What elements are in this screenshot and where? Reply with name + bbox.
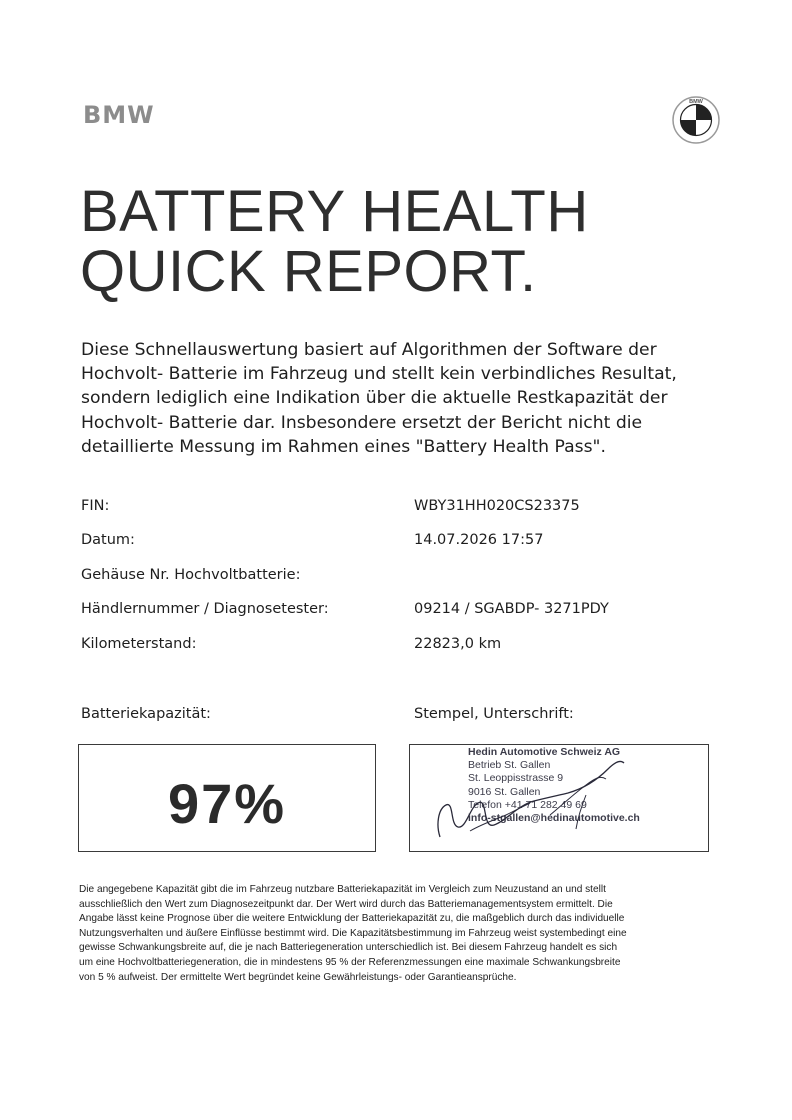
stamp-branch: Betrieb St. Gallen bbox=[468, 759, 551, 772]
disclaimer-line: Die angegebene Kapazität gibt die im Fahrzeug nutzbare Batteriekapazität im Vergleich zum Neuzustand an und stellt bbox=[79, 884, 606, 895]
disclaimer-line: ausschließlich den Wert zum Diagnosezeitpunkt dar. Der Wert wird durch das Batteriemanagementsystem ermittelt. Die bbox=[79, 898, 613, 910]
stamp-street: St. Leoppisstrasse 9 bbox=[468, 772, 564, 785]
date-label: Datum: bbox=[81, 532, 135, 548]
stamp-box bbox=[409, 744, 709, 852]
bmw-roundel-logo bbox=[672, 96, 720, 144]
title-line-2: QUICK REPORT. bbox=[80, 239, 537, 304]
stamp-email: info-stgallen@hedinautomotive.ch bbox=[468, 812, 640, 825]
date-value: 14.07.2026 17:57 bbox=[414, 532, 544, 548]
report-title bbox=[80, 179, 720, 304]
intro-paragraph bbox=[81, 338, 701, 459]
dealer-number-value: 09214 / SGABDP- 3271PDY bbox=[414, 601, 609, 617]
brand-wordmark: BMW bbox=[83, 101, 155, 129]
fin-label: FIN: bbox=[81, 498, 110, 514]
dealer-number-label: Händlernummer / Diagnosetester: bbox=[81, 601, 329, 617]
mileage-value: 22823,0 km bbox=[414, 636, 502, 652]
dealer-stamp bbox=[468, 746, 640, 825]
capacity-box bbox=[78, 744, 376, 852]
stamp-phone: Telefon +41 71 282 49 69 bbox=[468, 798, 587, 811]
capacity-label: Batteriekapazität: bbox=[81, 706, 211, 722]
disclaimer-line: Angabe lässt keine Prognose über die weitere Entwicklung der Batteriekapazität zu, die maßgeblich durch das individuelle bbox=[79, 913, 625, 925]
disclaimer-line: von 5 % aufweist. Der ermittelte Wert begründet keine Gewährleistungs- oder Garantieansprüche. bbox=[79, 971, 517, 983]
mileage-label: Kilometerstand: bbox=[81, 636, 197, 652]
disclaimer-line: Nutzungsverhalten und äußere Einflüsse bestimmt wird. Die Kapazitätsbestimmung im Fahrzeug weist systembedingt eine bbox=[79, 927, 627, 939]
intro-line: detaillierte Messung im Rahmen eines "Battery Health Pass". bbox=[81, 436, 606, 457]
fin-value: WBY31HH020CS23375 bbox=[414, 498, 580, 514]
disclaimer-text bbox=[79, 883, 711, 985]
svg-text:BMW: BMW bbox=[689, 99, 703, 106]
title-line-1: BATTERY HEALTH bbox=[80, 179, 589, 244]
intro-line: Diese Schnellauswertung basiert auf Algorithmen der Software der bbox=[81, 340, 657, 360]
stamp-company: Hedin Automotive Schweiz AG bbox=[468, 746, 621, 758]
intro-line: Hochvolt- Batterie im Fahrzeug und stellt kein verbindliches Resultat, bbox=[81, 364, 677, 385]
stamp-city: 9016 St. Gallen bbox=[468, 785, 541, 798]
battery-housing-label: Gehäuse Nr. Hochvoltbatterie: bbox=[81, 567, 301, 583]
capacity-value: 97% bbox=[167, 772, 287, 835]
disclaimer-line: gewisse Schwankungsbreite auf, die je nach Batteriegeneration unterschiedlich ist. Bei diesem Fahrzeug handelt es sich bbox=[79, 942, 618, 954]
intro-line: Hochvolt- Batterie dar. Insbesondere ersetzt der Bericht nicht die bbox=[81, 412, 643, 433]
stamp-label: Stempel, Unterschrift: bbox=[414, 706, 574, 722]
intro-line: sondern lediglich eine Indikation über die aktuelle Restkapazität der bbox=[81, 388, 668, 409]
disclaimer-line: um eine Hochvoltbatteriegeneration, die in mindestens 95 % der Referenzmessungen eine maximale Schwankungsbreite bbox=[79, 956, 621, 968]
